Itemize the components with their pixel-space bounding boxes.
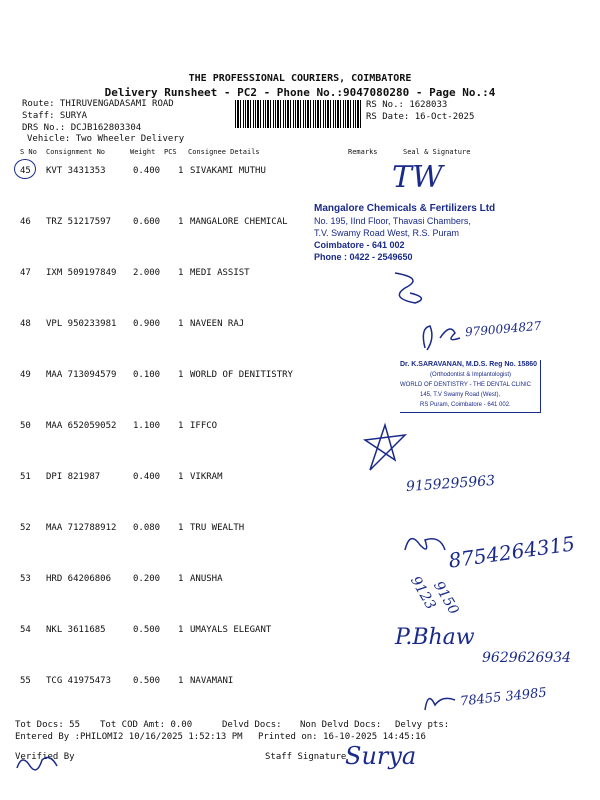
- stamp-line: T.V. Swamy Road West, R.S. Puram: [314, 228, 460, 238]
- stamp-line: No. 195, IInd Floor, Thavasi Chambers,: [314, 216, 471, 226]
- stamp-line: 145, T.V Swamy Road (West),: [420, 392, 501, 398]
- col-remarks: Remarks: [348, 148, 378, 156]
- company-title: THE PROFESSIONAL COURIERS, COIMBATORE: [188, 73, 412, 84]
- table-row: [0, 413, 600, 464]
- row-pcs: 1: [178, 625, 184, 635]
- delivery-points: Delvy pts:: [395, 720, 450, 730]
- row-consignee: TRU WEALTH: [190, 523, 245, 533]
- stamp-dental: [400, 360, 541, 413]
- signature-row45: TW: [392, 160, 443, 195]
- row-sno: 46: [20, 217, 31, 227]
- row-consignment: TCG 41975473: [46, 676, 112, 686]
- row-weight: 1.100: [133, 421, 161, 431]
- row-consignment: NKL 3611685: [46, 625, 106, 635]
- col-seal: Seal & Signature: [403, 148, 471, 156]
- row-weight: 0.500: [133, 676, 161, 686]
- row-consignment: HRD 64206806: [46, 574, 112, 584]
- row-weight: 0.100: [133, 370, 161, 380]
- row-consignee: SIVAKAMI MUTHU: [190, 166, 266, 176]
- row-consignment: MAA 713094579: [46, 370, 117, 380]
- staff-signature: Surya: [345, 742, 417, 770]
- row-weight: 0.400: [133, 472, 161, 482]
- row-weight: 0.900: [133, 319, 161, 329]
- row-pcs: 1: [178, 523, 184, 533]
- route: Route: THIRUVENGADASAMI ROAD: [22, 99, 174, 109]
- rs-date: RS Date: 16-Oct-2025: [366, 112, 475, 122]
- barcode: [235, 100, 362, 128]
- table-row: [0, 209, 600, 260]
- staff: Staff: SURYA: [22, 111, 88, 121]
- col-weight: Weight: [130, 148, 156, 156]
- row-pcs: 1: [178, 319, 184, 329]
- row-consignee: NAVEEN RAJ: [190, 319, 245, 329]
- drs-number: DRS No.: DCJB162803304: [22, 123, 142, 133]
- stamp-line: Coimbatore - 641 002: [314, 240, 405, 250]
- col-sno: S No: [20, 148, 37, 156]
- table-row: [0, 260, 600, 311]
- row-sno: 54: [20, 625, 31, 635]
- signature-row52-scribble: [400, 530, 450, 560]
- stamp-mangalore: [314, 203, 495, 263]
- row-consignment: KVT 3431353: [46, 166, 106, 176]
- stamp-line: Dr. K.SARAVANAN, M.D.S. Reg No. 15860: [400, 361, 538, 368]
- stamp-line: Mangalore Chemicals & Fertilizers Ltd: [314, 203, 496, 214]
- row-consignment: DPI 821987: [46, 472, 101, 482]
- entered-by: Entered By :PHILOMI2 10/16/2025 1:52:13 PM: [15, 732, 243, 742]
- row-sno: 47: [20, 268, 31, 278]
- table-row: [0, 566, 600, 617]
- row-circle-mark: [14, 159, 36, 179]
- row-weight: 2.000: [133, 268, 161, 278]
- row-pcs: 1: [178, 166, 184, 176]
- row-consignee: MEDI ASSIST: [190, 268, 250, 278]
- row-weight: 0.080: [133, 523, 161, 533]
- table-row: [0, 311, 600, 362]
- signature-row54-name: P.Bhaw: [395, 625, 475, 650]
- total-docs: Tot Docs: 55: [15, 720, 81, 730]
- row-weight: 0.500: [133, 625, 161, 635]
- signature-row51: 9159295963: [405, 472, 496, 496]
- table-row: [0, 158, 600, 209]
- signature-row48: 9790094827: [464, 318, 542, 340]
- col-pcs: PCS: [164, 148, 177, 156]
- row-consignee: NAVAMANI: [190, 676, 234, 686]
- row-consignment: MAA 652059052: [46, 421, 117, 431]
- row-pcs: 1: [178, 676, 184, 686]
- row-consignee: ANUSHA: [190, 574, 223, 584]
- stamp-line: WORLD OF DENTISTRY - THE DENTAL CLINIC: [400, 382, 532, 388]
- row-pcs: 1: [178, 370, 184, 380]
- col-consignment: Consignment No: [46, 148, 106, 156]
- row-sno: 45: [20, 166, 31, 176]
- verified-signature: [12, 748, 62, 778]
- staff-signature-label: Staff Signature: [265, 752, 347, 762]
- row-weight: 0.200: [133, 574, 161, 584]
- signature-row55: 78455 34985: [459, 685, 548, 710]
- row-sno: 49: [20, 370, 31, 380]
- signature-row47: [385, 268, 435, 308]
- signature-row50: [355, 415, 415, 475]
- row-weight: 0.400: [133, 166, 161, 176]
- row-consignment: TRZ 51217597: [46, 217, 112, 227]
- signature-row52: 8754264315: [446, 531, 577, 573]
- vehicle: Vehicle: Two Wheeler Delivery: [27, 134, 185, 144]
- row-sno: 48: [20, 319, 31, 329]
- row-consignee: VIKRAM: [190, 472, 223, 482]
- delivered-docs: Delvd Docs:: [222, 720, 282, 730]
- signature-row54: 9629626934: [482, 650, 572, 666]
- row-consignee: MANGALORE CHEMICAL: [190, 217, 288, 227]
- row-consignment: IXM 509197849: [46, 268, 117, 278]
- total-cod: Tot COD Amt: 0.00: [100, 720, 193, 730]
- row-pcs: 1: [178, 574, 184, 584]
- printed-on: Printed on: 16-10-2025 14:45:16: [258, 732, 426, 742]
- row-sno: 50: [20, 421, 31, 431]
- verified-by: Verified By: [15, 752, 75, 762]
- stamp-line: Phone : 0422 - 2549650: [314, 252, 413, 262]
- row-pcs: 1: [178, 217, 184, 227]
- non-delivered-docs: Non Delvd Docs:: [300, 720, 382, 730]
- rs-number: RS No.: 1628033: [366, 100, 448, 110]
- row-pcs: 1: [178, 472, 184, 482]
- row-sno: 55: [20, 676, 31, 686]
- stamp-line: RS Puram, Coimbatore - 641 002.: [420, 402, 511, 408]
- stamp-line: (Orthodontist & Implantologist): [430, 372, 512, 378]
- table-row: [0, 464, 600, 515]
- signature-row53b: 9150: [429, 578, 462, 618]
- signature-row55-scribble: [420, 685, 460, 715]
- row-weight: 0.600: [133, 217, 161, 227]
- row-sno: 52: [20, 523, 31, 533]
- row-pcs: 1: [178, 268, 184, 278]
- col-consignee: Consignee Details: [188, 148, 260, 156]
- runsheet-title: Delivery Runsheet - PC2 - Phone No.:9047080280 - Page No.:4: [104, 86, 496, 99]
- row-sno: 51: [20, 472, 31, 482]
- row-consignment: VPL 950233981: [46, 319, 117, 329]
- row-consignee: WORLD OF DENITISTRY: [190, 370, 293, 380]
- row-sno: 53: [20, 574, 31, 584]
- signature-row53a: 9123: [406, 573, 439, 613]
- row-consignment: MAA 712788912: [46, 523, 117, 533]
- row-pcs: 1: [178, 421, 184, 431]
- row-consignee: UMAYALS ELEGANT: [190, 625, 272, 635]
- row-consignee: IFFCO: [190, 421, 218, 431]
